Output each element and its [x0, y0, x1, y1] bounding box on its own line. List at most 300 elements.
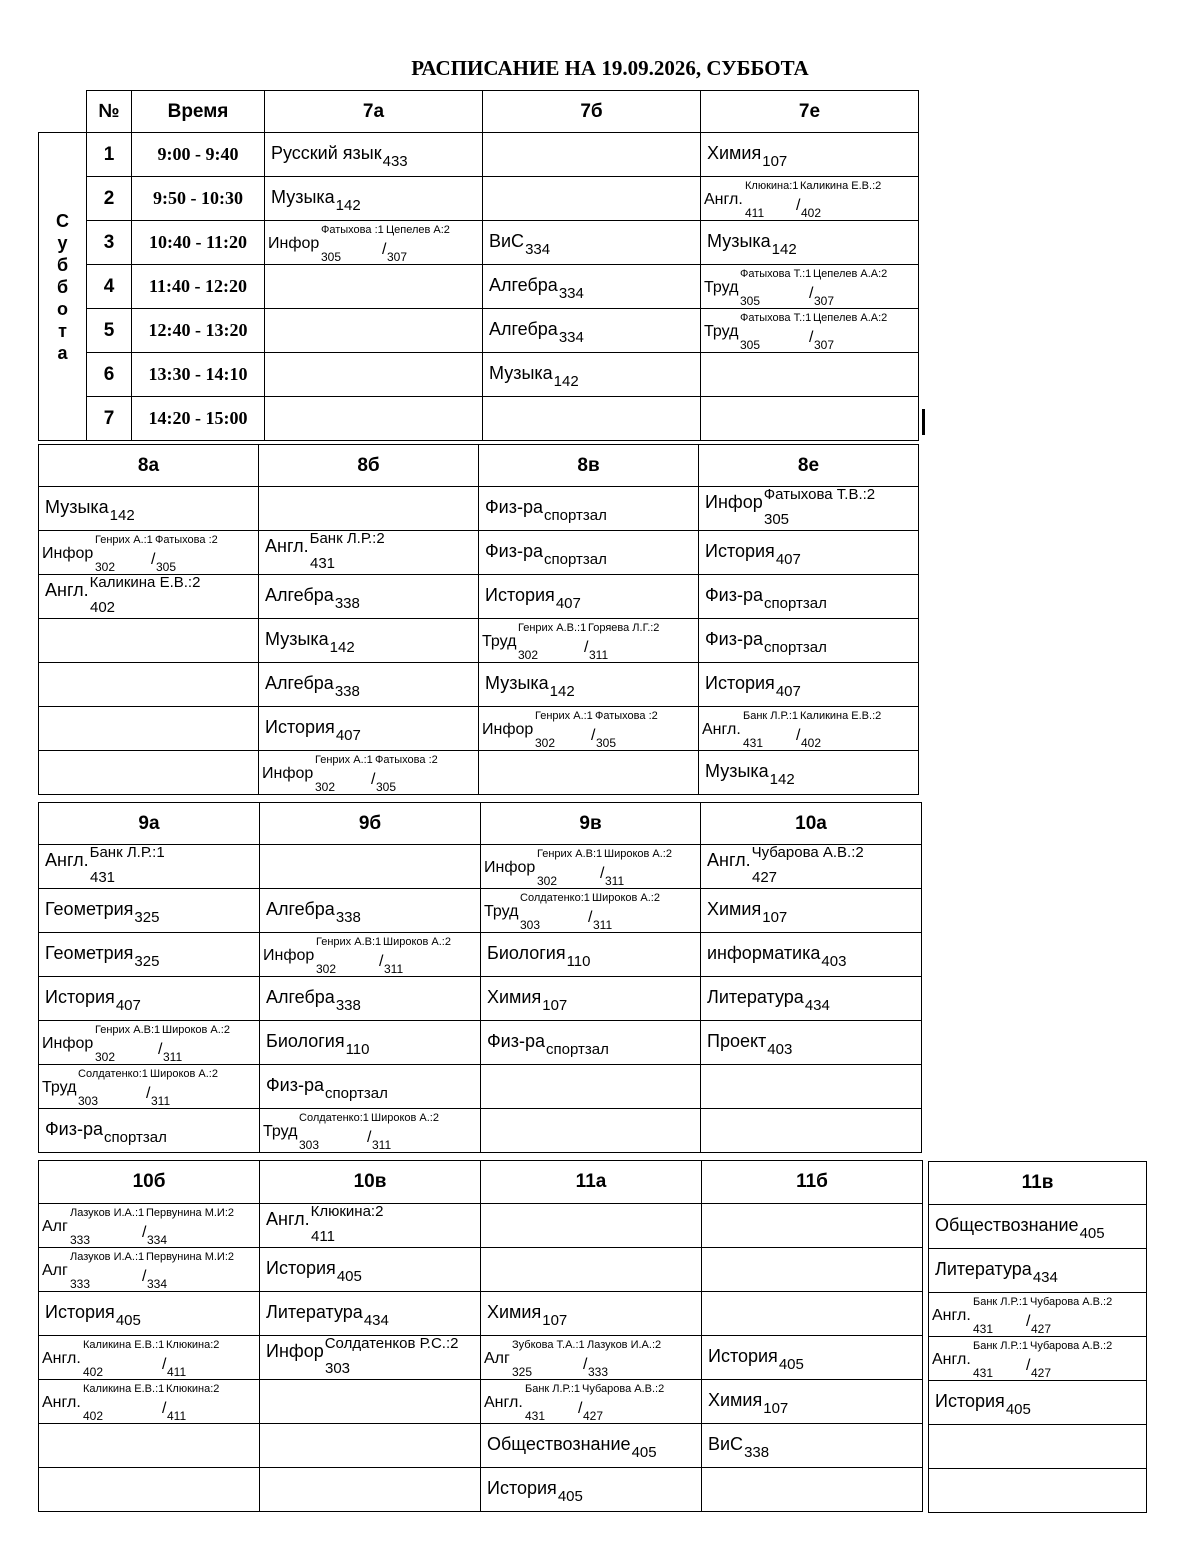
schedule-cell	[699, 487, 919, 531]
subject-name: Инфор	[262, 765, 314, 782]
room-group-1: 302	[95, 1050, 116, 1064]
class-header: 9в	[481, 803, 701, 845]
room-group-1: 302	[535, 736, 556, 750]
lesson-entry	[481, 1468, 701, 1511]
lesson-text	[266, 1335, 459, 1377]
lesson-text	[45, 943, 160, 970]
subject-name: Англ.	[42, 1350, 81, 1367]
lesson-entry	[701, 933, 921, 976]
subject-name: Инфор	[268, 235, 320, 252]
day-letter: С	[56, 210, 69, 231]
teacher-group-1: Фатыхова Т.:1	[740, 312, 812, 324]
subject-name: ВиС	[489, 231, 525, 251]
day-letter: б	[56, 276, 69, 297]
split-lesson	[42, 1336, 257, 1378]
lesson-text	[265, 673, 360, 700]
subject-name: Физ-ра	[266, 1075, 325, 1095]
slash-separator: /	[142, 1268, 147, 1285]
schedule-cell	[701, 1021, 922, 1065]
lesson-entry	[701, 1021, 921, 1064]
split-lesson	[42, 531, 257, 573]
schedule-cell	[39, 1336, 260, 1380]
schedule-cell	[701, 133, 919, 177]
split-lesson	[932, 1337, 1147, 1379]
lesson-row	[929, 1205, 1147, 1249]
lesson-row	[39, 1109, 922, 1153]
subject-name: информатика	[707, 943, 821, 963]
subject-name: Англ.	[932, 1351, 971, 1368]
class-header: 9а	[39, 803, 260, 845]
subject-name: Труд	[482, 633, 517, 650]
class-header: 10в	[260, 1161, 481, 1204]
lesson-number: 2	[87, 177, 132, 221]
schedule-cell	[39, 933, 260, 977]
slash-separator: /	[796, 727, 801, 744]
lesson-entry	[265, 133, 482, 176]
schedule-cell	[260, 933, 481, 977]
class-header: 11б	[702, 1161, 923, 1204]
lesson-entry	[483, 221, 700, 264]
schedule-cell	[260, 1248, 481, 1292]
lesson-entry	[39, 889, 259, 932]
slash-separator: /	[584, 639, 589, 656]
room-group-2: 333	[588, 1365, 609, 1379]
room-number: 142	[549, 683, 575, 700]
room-group-1: 303	[520, 918, 541, 932]
lesson-entry	[699, 531, 918, 574]
schedule-cell	[39, 1380, 260, 1424]
schedule-cell	[481, 1336, 702, 1380]
room-number: 142	[109, 507, 135, 524]
lesson-row	[39, 309, 919, 353]
lesson-entry	[481, 1292, 701, 1335]
slash-separator: /	[583, 1356, 588, 1373]
subject-name: Физ-ра	[45, 1119, 104, 1139]
schedule-cell	[481, 933, 701, 977]
lesson-entry	[699, 751, 918, 794]
slash-separator: /	[146, 1085, 151, 1102]
empty-cell	[483, 133, 701, 177]
subject-name: Обществознание	[487, 1434, 631, 1454]
room-number: 338	[335, 909, 361, 926]
empty-cell	[481, 1204, 702, 1248]
schedule-cell	[699, 751, 919, 795]
lesson-entry	[481, 1380, 701, 1423]
room-group-2: 311	[593, 918, 613, 932]
subject-name: Англ.	[702, 721, 741, 738]
lesson-text	[707, 143, 788, 170]
room-number: 338	[334, 683, 360, 700]
teacher-name: Банк Л.Р.:1	[89, 844, 165, 861]
split-lesson	[482, 707, 697, 749]
lesson-entry	[39, 575, 258, 618]
subject-name: Физ-ра	[487, 1031, 546, 1051]
room-group-1: 305	[740, 338, 761, 352]
schedule-cell	[483, 221, 701, 265]
split-lesson	[484, 1380, 699, 1422]
lesson-entry	[701, 177, 918, 220]
lesson-entry	[479, 575, 698, 618]
room-number: 334	[525, 241, 551, 258]
room-number: 407	[775, 551, 801, 568]
stray-mark	[922, 409, 925, 435]
subject-name: Литература	[266, 1302, 363, 1322]
split-lesson	[42, 1204, 257, 1246]
lesson-entry	[259, 663, 478, 706]
schedule-cell	[479, 531, 699, 575]
empty-cell	[701, 353, 919, 397]
room-group-2: 411	[167, 1409, 187, 1423]
lesson-row	[39, 933, 922, 977]
subject-name: Биология	[487, 943, 566, 963]
lesson-number: 1	[87, 133, 132, 177]
lesson-time: 10:40 - 11:20	[132, 221, 265, 265]
empty-cell	[39, 1424, 260, 1468]
subject-name: Химия	[487, 987, 542, 1007]
class-header: 10б	[39, 1161, 260, 1204]
teacher-group-1: Банк Л.Р.:1	[973, 1296, 1029, 1308]
schedule-cell	[699, 531, 919, 575]
subject-name: Труд	[263, 1123, 298, 1140]
room-number: 405	[115, 1312, 141, 1329]
teacher-group-2: Горяева Л.Г.:2	[588, 622, 660, 634]
class-header: 11а	[481, 1161, 702, 1204]
subject-name: Химия	[487, 1302, 542, 1322]
lesson-entry	[483, 309, 700, 352]
lesson-text	[45, 1302, 141, 1329]
room-group-1: 402	[83, 1365, 104, 1379]
lesson-entry	[699, 487, 918, 530]
room-group-1: 411	[745, 206, 765, 220]
schedule-cell	[699, 663, 919, 707]
class-header: 8е	[699, 445, 919, 487]
room-number: 407	[775, 683, 801, 700]
subject-name: Алгебра	[265, 585, 334, 605]
subject-name: Труд	[42, 1079, 77, 1096]
subject-name: История	[485, 585, 555, 605]
teacher-group-2: Широков А.:2	[592, 892, 660, 904]
room-group-2: 334	[147, 1277, 168, 1291]
lesson-entry	[259, 531, 478, 574]
room-number: 325	[134, 953, 160, 970]
schedule-cell	[265, 221, 483, 265]
room-group-1: 302	[518, 648, 539, 662]
schedule-cell	[929, 1337, 1147, 1381]
empty-cell	[260, 1424, 481, 1468]
slash-separator: /	[367, 1129, 372, 1146]
subject-name: История	[45, 1302, 115, 1322]
teacher-group-2: Фатыхова :2	[375, 754, 438, 766]
empty-cell	[702, 1292, 923, 1336]
slash-separator: /	[578, 1400, 583, 1417]
empty-cell	[260, 845, 481, 889]
lesson-entry	[929, 1381, 1146, 1424]
lesson-row	[39, 619, 919, 663]
room-group-1: 302	[537, 874, 558, 888]
teacher-group-2: Цепелев А:2	[386, 224, 450, 236]
slash-separator: /	[162, 1356, 167, 1373]
teacher-group-2: Первунина М.И:2	[146, 1207, 235, 1219]
lesson-row	[39, 1424, 923, 1468]
room-group-2: 311	[151, 1094, 171, 1108]
schedule-cell	[699, 619, 919, 663]
empty-cell	[39, 707, 259, 751]
lesson-row	[39, 1204, 923, 1248]
schedule-cell	[39, 845, 260, 889]
lesson-text	[265, 530, 385, 572]
lesson-entry	[481, 1424, 701, 1467]
empty-cell	[265, 265, 483, 309]
room-number: спортзал	[325, 1085, 388, 1102]
subject-name: Англ.	[265, 536, 309, 556]
room-number: 407	[335, 727, 361, 744]
subject-name: Музыка	[271, 187, 335, 207]
empty-cell	[265, 397, 483, 441]
empty-cell	[702, 1248, 923, 1292]
lesson-entry	[39, 1248, 259, 1291]
room-group-2: 307	[387, 250, 408, 264]
empty-cell	[929, 1425, 1147, 1469]
room-number: 334	[558, 329, 584, 346]
empty-cell	[481, 1109, 701, 1153]
schedule-cell	[481, 845, 701, 889]
lesson-entry	[39, 1336, 259, 1379]
split-lesson	[704, 309, 919, 351]
class-header: 11в	[929, 1162, 1147, 1205]
lesson-entry	[39, 487, 258, 530]
lesson-entry	[702, 1380, 922, 1423]
room-number: спортзал	[764, 595, 827, 612]
empty-cell	[479, 751, 699, 795]
lesson-text	[266, 899, 361, 926]
slash-separator: /	[1026, 1357, 1031, 1374]
slash-separator: /	[588, 909, 593, 926]
schedule-cell	[39, 531, 259, 575]
room-number: 334	[558, 285, 584, 302]
lesson-row	[929, 1381, 1147, 1425]
lesson-text	[485, 585, 581, 612]
schedule-block-11v	[928, 1161, 1147, 1513]
subject-name: Англ.	[707, 850, 751, 870]
lesson-text	[935, 1391, 1031, 1418]
teacher-group-1: Генрих А.:1	[315, 754, 373, 766]
lesson-entry	[39, 933, 259, 976]
subject-name: Англ.	[45, 580, 89, 600]
teacher-name: Фатыхова Т.В.:2	[763, 486, 876, 503]
lesson-entry	[481, 933, 700, 976]
room-number: 142	[329, 639, 355, 656]
lesson-row	[929, 1337, 1147, 1381]
room-group-2: 427	[1031, 1322, 1052, 1336]
slash-separator: /	[591, 727, 596, 744]
subject-name: Физ-ра	[705, 629, 764, 649]
subject-name: История	[705, 541, 775, 561]
lesson-entry	[39, 531, 258, 574]
schedule-block-9-10	[38, 802, 922, 1153]
teacher-name: Клюкина:2	[310, 1203, 384, 1220]
lesson-text	[707, 231, 797, 258]
room-number: 110	[566, 953, 591, 970]
split-lesson	[484, 889, 699, 931]
schedule-cell	[39, 1204, 260, 1248]
lesson-entry	[929, 1337, 1146, 1380]
schedule-cell	[701, 889, 922, 933]
lesson-entry	[929, 1293, 1146, 1336]
schedule-cell	[260, 1065, 481, 1109]
split-lesson	[42, 1380, 257, 1422]
schedule-cell	[481, 1292, 702, 1336]
subject-name: Алгебра	[266, 987, 335, 1007]
split-lesson	[482, 619, 697, 661]
lesson-entry	[265, 177, 482, 220]
schedule-cell	[701, 845, 922, 889]
lesson-text	[487, 943, 591, 970]
empty-cell	[483, 177, 701, 221]
class-header: 8б	[259, 445, 479, 487]
day-letter: а	[57, 342, 68, 363]
room-group-2: 411	[167, 1365, 187, 1379]
lesson-text	[45, 574, 201, 616]
room-group-2: 305	[156, 560, 177, 574]
subject-name: Алгебра	[265, 673, 334, 693]
room-group-1: 302	[95, 560, 116, 574]
empty-cell	[702, 1468, 923, 1512]
lesson-text	[707, 987, 830, 1014]
room-number: 434	[1032, 1269, 1058, 1286]
lesson-text	[707, 899, 788, 926]
subject-name: Инфор	[705, 492, 763, 512]
teacher-group-2: Клюкина:2	[166, 1383, 220, 1395]
empty-cell	[483, 397, 701, 441]
schedule-cell	[929, 1293, 1147, 1337]
slash-separator: /	[1026, 1313, 1031, 1330]
schedule-cell	[479, 619, 699, 663]
lesson-entry	[479, 487, 698, 530]
room-group-1: 402	[83, 1409, 104, 1423]
lesson-text	[708, 1346, 804, 1373]
subject-name: Труд	[704, 323, 739, 340]
lesson-row	[39, 707, 919, 751]
teacher-group-1: Каликина Е.В.:1	[83, 1383, 165, 1395]
lesson-text	[45, 497, 135, 524]
lesson-text	[489, 231, 551, 258]
schedule-cell	[483, 309, 701, 353]
lesson-entry	[479, 619, 698, 662]
schedule-cell	[702, 1336, 923, 1380]
schedule-cell	[259, 707, 479, 751]
schedule-cell	[479, 487, 699, 531]
room-number: 405	[1079, 1225, 1105, 1242]
subject-name: Физ-ра	[485, 541, 544, 561]
lesson-row	[929, 1249, 1147, 1293]
room-group-1: 431	[973, 1366, 994, 1380]
teacher-group-2: Клюкина:2	[166, 1339, 220, 1351]
slash-separator: /	[162, 1400, 167, 1417]
teacher-group-2: Чубарова А.В.:2	[1030, 1340, 1113, 1352]
lesson-text	[265, 717, 361, 744]
room-number: 107	[542, 1312, 568, 1329]
lesson-entry	[260, 1248, 480, 1291]
subject-name: Музыка	[489, 363, 553, 383]
schedule-cell	[701, 265, 919, 309]
teacher-group-2: Широков А.:2	[371, 1112, 439, 1124]
empty-cell	[39, 751, 259, 795]
room-number: 110	[345, 1041, 370, 1058]
split-lesson	[263, 933, 478, 975]
lesson-entry	[701, 845, 921, 888]
teacher-group-1: Солдатенко:1	[520, 892, 590, 904]
lesson-text	[487, 1031, 609, 1058]
schedule-cell	[929, 1249, 1147, 1293]
room-group-2: 402	[801, 206, 822, 220]
room-number: 403	[821, 953, 847, 970]
subject-name: Англ.	[932, 1307, 971, 1324]
class-header: 7б	[483, 91, 701, 133]
schedule-cell	[259, 531, 479, 575]
teacher-name: Банк Л.Р.:2	[309, 530, 385, 547]
subject-name: Инфор	[42, 545, 94, 562]
schedule-cell	[479, 663, 699, 707]
schedule-cell	[259, 575, 479, 619]
lesson-text	[707, 943, 847, 970]
lesson-entry	[483, 265, 700, 308]
lesson-text	[487, 987, 568, 1014]
lesson-text	[935, 1215, 1105, 1242]
schedule-cell	[260, 1109, 481, 1153]
split-lesson	[42, 1021, 257, 1063]
lesson-time: 14:20 - 15:00	[132, 397, 265, 441]
subject-name: Англ.	[266, 1209, 310, 1229]
subject-name: Инфор	[266, 1341, 324, 1361]
subject-name: Музыка	[45, 497, 109, 517]
schedule-cell	[929, 1205, 1147, 1249]
lesson-text	[487, 1434, 657, 1461]
schedule-cell	[39, 889, 260, 933]
lesson-number: 5	[87, 309, 132, 353]
subject-name: История	[265, 717, 335, 737]
class-header: 10а	[701, 803, 922, 845]
time-header: Время	[132, 91, 265, 133]
subject-name: Алгебра	[489, 319, 558, 339]
room-number: 405	[778, 1356, 804, 1373]
subject-name: Инфор	[263, 947, 315, 964]
class-header: 7а	[265, 91, 483, 133]
room-number: 407	[555, 595, 581, 612]
split-lesson	[42, 1248, 257, 1290]
room-number: 405	[631, 1444, 657, 1461]
lesson-entry	[39, 1109, 259, 1152]
subject-name: Алг	[42, 1262, 68, 1279]
lesson-entry	[481, 845, 700, 888]
subject-name: Музыка	[705, 761, 769, 781]
lesson-row	[39, 133, 919, 177]
empty-cell	[260, 1380, 481, 1424]
teacher-group-2: Широков А.:2	[150, 1068, 218, 1080]
day-letter: т	[58, 320, 67, 341]
lesson-row	[929, 1469, 1147, 1513]
schedule-cell	[701, 221, 919, 265]
room-number: 433	[382, 153, 408, 170]
lesson-entry	[481, 977, 700, 1020]
schedule-cell	[701, 977, 922, 1021]
subject-name: Англ.	[704, 191, 743, 208]
schedule-cell	[702, 1424, 923, 1468]
room-group-1: 431	[743, 736, 764, 750]
subject-name: Физ-ра	[705, 585, 764, 605]
slash-separator: /	[151, 551, 156, 568]
schedule-cell	[260, 1336, 481, 1380]
schedule-cell	[481, 889, 701, 933]
